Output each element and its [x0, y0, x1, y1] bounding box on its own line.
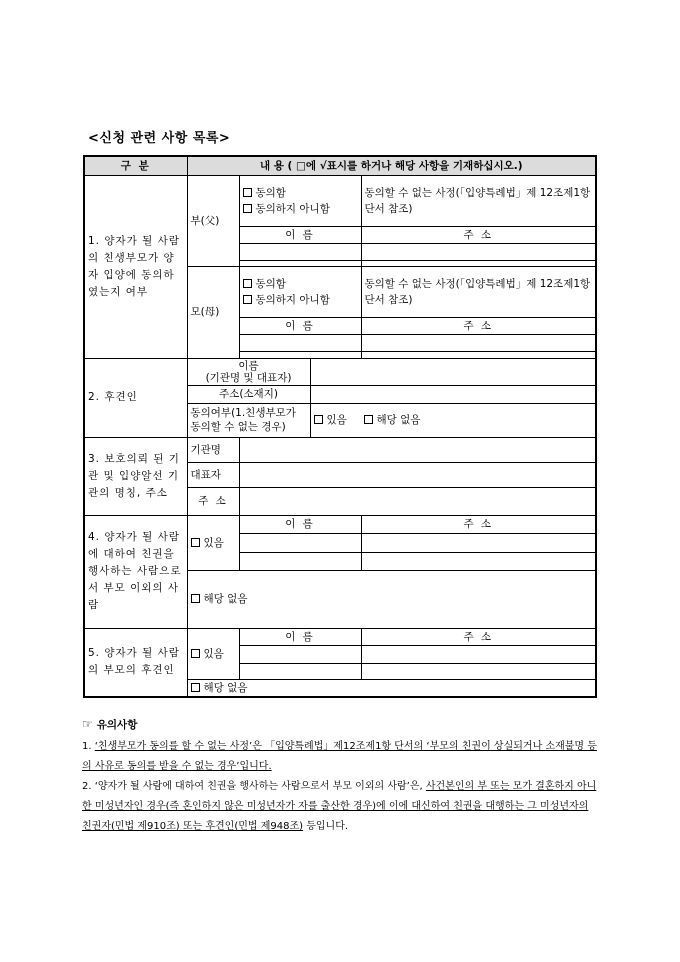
father-label: 부(父)	[187, 175, 239, 266]
agency-address-field[interactable]	[239, 487, 596, 515]
mother-spacer	[239, 351, 361, 358]
page-title: <신청 관련 사항 목록>	[88, 131, 231, 146]
header-content: 내 용 ( □에 √표시를 하거나 해당 사항을 기재하십시오.)	[187, 156, 596, 175]
section4-address-field[interactable]	[361, 533, 596, 552]
section4-yes-option[interactable]: 있음	[187, 515, 239, 570]
section4-name-field-2[interactable]	[239, 552, 361, 570]
checkbox[interactable]	[191, 683, 200, 692]
section5-address-field[interactable]	[361, 645, 596, 663]
checkbox[interactable]	[243, 204, 252, 213]
checkbox[interactable]	[314, 415, 323, 424]
checkbox[interactable]	[191, 538, 200, 547]
guardian-yes-option[interactable]: 있음	[314, 414, 347, 426]
agency-name-label: 기관명	[187, 437, 239, 462]
section5-na-option[interactable]: 해당 없음	[187, 679, 596, 697]
father-reason-text: 동의할 수 없는 사정(「입양특례법」제 12조제1항 단서 참조)	[361, 175, 596, 226]
section5-name-field[interactable]	[239, 645, 361, 663]
guardian-address-field[interactable]	[310, 385, 596, 403]
checkbox[interactable]	[243, 279, 252, 288]
notes-heading: ☞ 유의사항	[82, 717, 138, 731]
mother-reason-text: 동의할 수 없는 사정(「입양특례법」제 12조제1항 단서 참조)	[361, 266, 596, 317]
pointing-hand-icon: ☞	[82, 717, 93, 731]
agency-address-label: 주 소	[187, 487, 239, 515]
section4-na-option[interactable]: 해당 없음	[187, 570, 596, 628]
note-2: 2. ‘양자가 될 사람에 대하여 친권을 행사하는 사람으로서 부모 이외의 사람’은, 사건본인의 부 또는 모가 결혼하지 아니한 미성년자인 경우(즉 혼인하지 않은 미성년자가 자를 출산한 경우)에 이에 대신하여 친권을 대행하는 그 미성년자의 친권자(민법 제910조) 또는 후견인(민법 제948조) 등입니다.	[82, 781, 597, 832]
section4-address-field-2[interactable]	[361, 552, 596, 570]
mother-disagree-option[interactable]: 동의하지 아니함	[243, 292, 358, 308]
note-1: 1. ‘친생부모가 동의를 할 수 없는 사정’은 「입양특례법」제12조제1항 단서의 ‘부모의 친권이 상실되거나 소재불명 등의 사유로 동의를 받을 수 없는 경우’입니다.	[82, 741, 597, 772]
checkbox[interactable]	[191, 594, 200, 603]
mother-name-header: 이 름	[239, 317, 361, 334]
header-category: 구 분	[84, 156, 187, 175]
father-disagree-option[interactable]: 동의하지 아니함	[243, 201, 358, 217]
notes-section	[82, 714, 600, 837]
mother-spacer-right	[361, 351, 596, 358]
guardian-name-label: 이름 (기관명 및 대표자)	[187, 358, 310, 385]
father-address-header: 주 소	[361, 226, 596, 243]
section5-name-header: 이 름	[239, 628, 361, 645]
guardian-consent-label: 동의여부(1.친생부모가 동의할 수 없는 경우)	[187, 403, 310, 437]
mother-agree-option[interactable]: 동의함	[243, 276, 358, 292]
checkbox[interactable]	[191, 649, 200, 658]
section4-name-header: 이 름	[239, 515, 361, 533]
mother-address-header: 주 소	[361, 317, 596, 334]
checkbox[interactable]	[243, 295, 252, 304]
section5-address-field-2[interactable]	[361, 663, 596, 679]
guardian-consent-options	[310, 403, 596, 437]
application-items-table	[83, 155, 597, 698]
section5-label: 5. 양자가 될 사람의 부모의 후견인	[84, 628, 187, 697]
section4-address-header: 주 소	[361, 515, 596, 533]
mother-label: 모(母)	[187, 266, 239, 358]
father-consent-options	[239, 175, 361, 226]
agency-rep-field[interactable]	[239, 462, 596, 487]
mother-name-field[interactable]	[239, 334, 361, 351]
guardian-address-label: 주소(소재지)	[187, 385, 310, 403]
section5-address-header: 주 소	[361, 628, 596, 645]
section2-label: 2. 후견인	[84, 358, 187, 437]
father-address-field[interactable]	[361, 243, 596, 260]
father-name-header: 이 름	[239, 226, 361, 243]
father-agree-option[interactable]: 동의함	[243, 185, 358, 201]
section3-label: 3. 보호의뢰 된 기관 및 입양알선 기관의 명칭, 주소	[84, 437, 187, 515]
mother-consent-options	[239, 266, 361, 317]
guardian-na-option[interactable]: 해당 없음	[364, 414, 421, 426]
father-name-field[interactable]	[239, 243, 361, 260]
agency-name-field[interactable]	[239, 437, 596, 462]
section1-label: 1. 양자가 될 사람의 친생부모가 양자 입양에 동의하였는지 여부	[84, 175, 187, 358]
section5-name-field-2[interactable]	[239, 663, 361, 679]
section4-name-field[interactable]	[239, 533, 361, 552]
checkbox[interactable]	[364, 415, 373, 424]
guardian-name-field[interactable]	[310, 358, 596, 385]
mother-address-field[interactable]	[361, 334, 596, 351]
agency-rep-label: 대표자	[187, 462, 239, 487]
checkbox[interactable]	[243, 188, 252, 197]
section5-yes-option[interactable]: 있음	[187, 628, 239, 679]
section4-label: 4. 양자가 될 사람에 대하여 친권을 행사하는 사람으로서 부모 이외의 사람	[84, 515, 187, 628]
